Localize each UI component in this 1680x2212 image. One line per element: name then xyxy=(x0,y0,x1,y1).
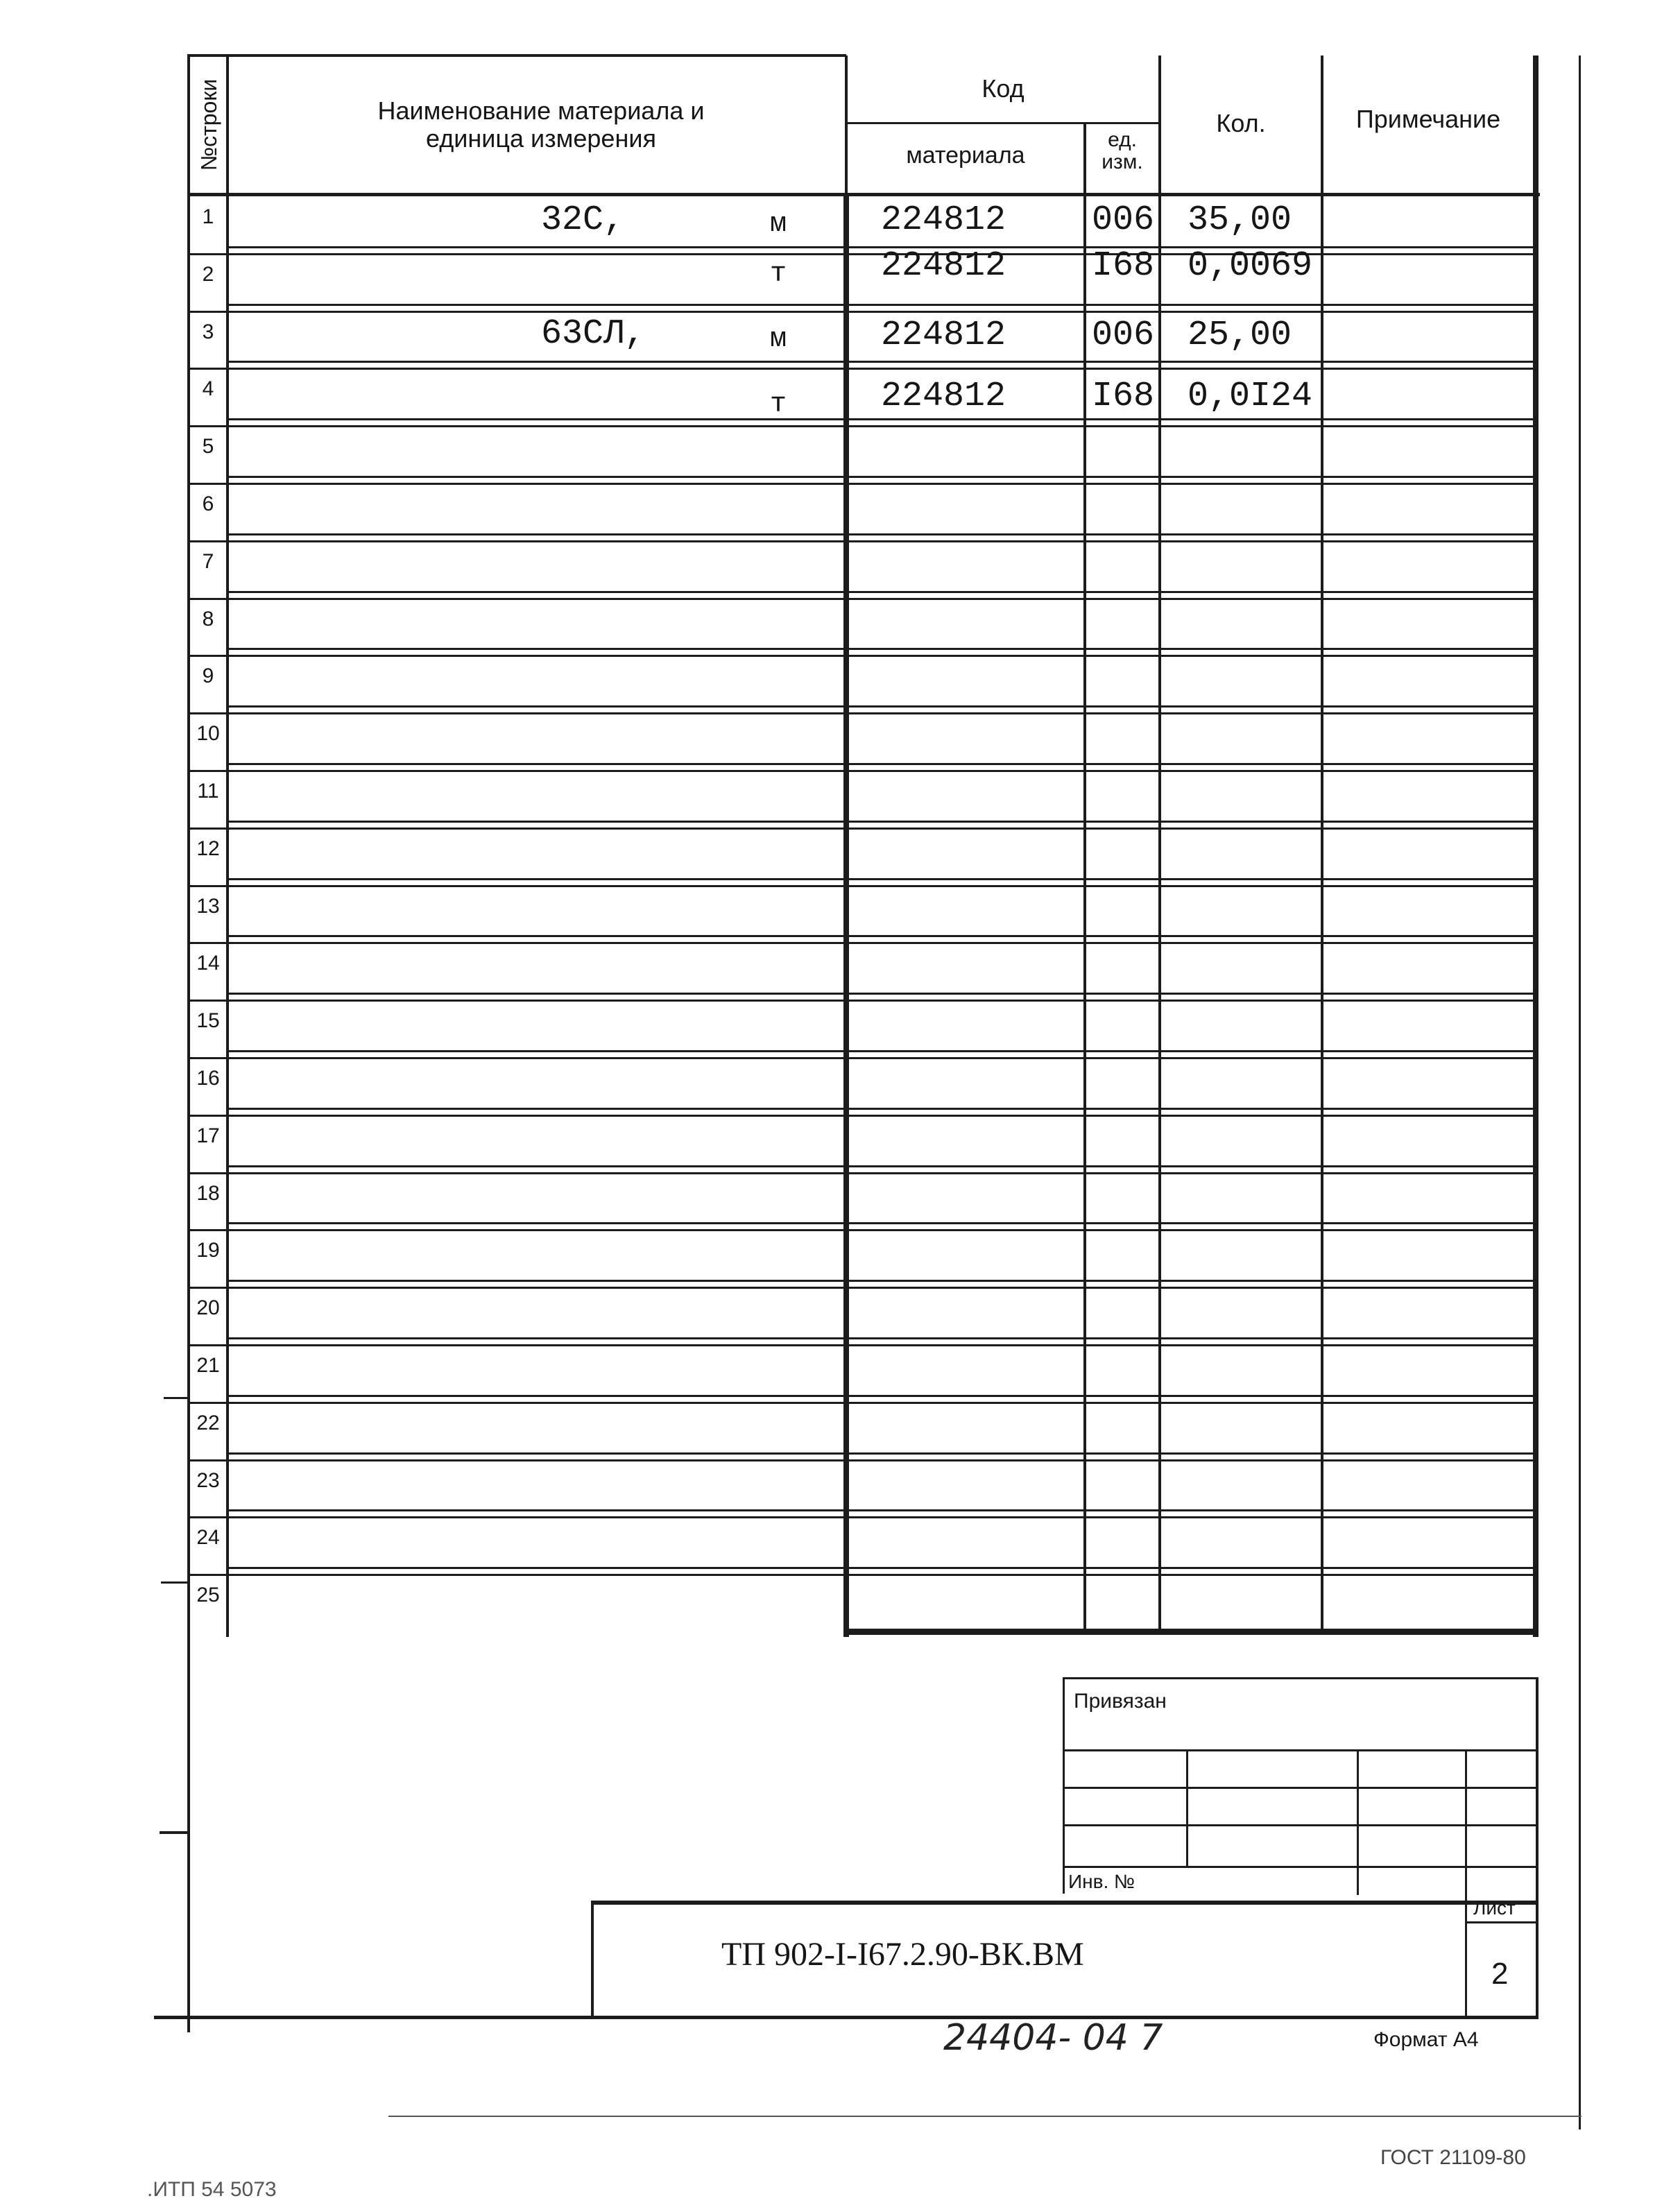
material-code: 224812 xyxy=(881,246,1006,286)
material-code-header: материала xyxy=(906,142,1025,169)
row-rule xyxy=(190,1057,1536,1059)
document-designation: ТП 902-I-I67.2.90-ВК.ВМ xyxy=(721,1936,1084,1973)
row-rule xyxy=(190,425,1536,427)
material-code: 224812 xyxy=(881,316,1006,355)
row-number: 13 xyxy=(196,894,220,918)
row-rule xyxy=(229,1222,1536,1224)
row-number-header-label: №строки xyxy=(196,78,221,171)
quantity: 0,0069 xyxy=(1188,246,1313,286)
row-rule xyxy=(229,648,1536,650)
row-number: 3 xyxy=(202,320,214,343)
row-number: 5 xyxy=(202,435,214,458)
row-number: 11 xyxy=(197,780,219,803)
row-rule xyxy=(190,655,1536,657)
code-header: Код xyxy=(982,74,1025,103)
row-rule xyxy=(190,1000,1536,1002)
row-number: 18 xyxy=(196,1181,220,1205)
unit: м xyxy=(770,324,787,355)
row-number: 16 xyxy=(196,1067,220,1090)
sheet-label: Лист xyxy=(1473,1897,1516,1919)
row-rule xyxy=(190,885,1536,887)
name-header xyxy=(277,97,805,153)
row-rule xyxy=(229,705,1536,708)
material-code: 224812 xyxy=(881,377,1006,416)
name-header-line2: единица измерения xyxy=(426,124,656,153)
sheet-number: 2 xyxy=(1491,1957,1509,1991)
name-header-line1: Наименование материала и xyxy=(377,96,705,125)
row-rule xyxy=(229,1108,1536,1110)
row-rule xyxy=(229,878,1536,880)
row-rule xyxy=(190,942,1536,944)
row-rule xyxy=(229,993,1536,995)
linked-label: Привязан xyxy=(1074,1690,1167,1713)
row-rule xyxy=(190,598,1536,600)
row-number: 4 xyxy=(202,377,214,401)
row-rule xyxy=(229,1395,1536,1397)
row-number: 24 xyxy=(196,1526,220,1550)
row-rule xyxy=(190,253,1536,255)
row-number: 12 xyxy=(196,837,220,860)
row-rule xyxy=(190,483,1536,485)
row-rule xyxy=(190,311,1536,313)
row-rule xyxy=(229,1452,1536,1455)
row-rule xyxy=(229,1509,1536,1511)
unit: т xyxy=(770,259,787,290)
format-label: Формат А4 xyxy=(1373,2028,1479,2051)
row-number: 25 xyxy=(196,1584,220,1607)
material-code: 224812 xyxy=(881,200,1006,240)
row-rule xyxy=(229,476,1536,478)
row-rule xyxy=(229,821,1536,823)
row-rule xyxy=(190,1459,1536,1461)
unit-code: I68 xyxy=(1092,377,1155,416)
row-rule xyxy=(229,591,1536,593)
row-number: 20 xyxy=(196,1296,220,1320)
row-number: 9 xyxy=(202,665,214,688)
row-number: 19 xyxy=(196,1239,220,1262)
row-number: 23 xyxy=(196,1468,220,1492)
row-number: 7 xyxy=(202,549,214,573)
gost-label: ГОСТ 21109-80 xyxy=(1380,2146,1526,2169)
row-rule xyxy=(229,1165,1536,1167)
row-rule xyxy=(229,1567,1536,1569)
unit-code: 006 xyxy=(1092,316,1155,355)
row-rule xyxy=(229,1280,1536,1282)
row-number: 10 xyxy=(196,722,220,746)
row-rule xyxy=(190,1574,1536,1576)
row-rule xyxy=(190,1287,1536,1289)
row-rule xyxy=(190,828,1536,830)
row-number: 14 xyxy=(196,952,220,975)
unit: т xyxy=(770,389,787,420)
row-number: 17 xyxy=(196,1124,220,1147)
row-number: 21 xyxy=(196,1354,220,1377)
row-rule xyxy=(229,1337,1536,1339)
row-rule xyxy=(229,304,1536,306)
row-number: 22 xyxy=(196,1411,220,1434)
row-rule xyxy=(190,1229,1536,1231)
row-number: 2 xyxy=(202,262,214,286)
row-number: 8 xyxy=(202,607,214,631)
quantity-header: Кол. xyxy=(1216,109,1266,137)
material-name: 63СЛ, xyxy=(541,314,646,354)
row-rule xyxy=(190,368,1536,370)
row-number: 6 xyxy=(202,492,214,515)
unit: м xyxy=(770,209,787,240)
row-rule xyxy=(190,1115,1536,1117)
row-rule xyxy=(229,1050,1536,1052)
row-rule xyxy=(229,418,1536,420)
row-rule xyxy=(229,763,1536,765)
quantity: 0,0I24 xyxy=(1188,377,1313,416)
row-rule xyxy=(190,1172,1536,1174)
unit-code: 006 xyxy=(1092,200,1155,240)
row-rule xyxy=(229,361,1536,363)
row-number: 15 xyxy=(196,1009,220,1033)
row-rule xyxy=(190,1344,1536,1346)
row-number: 1 xyxy=(202,205,214,228)
unit-code-header xyxy=(1086,129,1158,173)
row-rule xyxy=(190,712,1536,714)
handwritten-inventory-number: 24404- 04 7 xyxy=(943,2017,1163,2059)
quantity: 25,00 xyxy=(1188,316,1292,355)
material-name: 32С, xyxy=(541,200,625,240)
inventory-number-label: Инв. № xyxy=(1068,1871,1135,1892)
row-rule xyxy=(190,540,1536,542)
print-mark: .ИТП 54 5073 xyxy=(147,2178,277,2201)
row-rule xyxy=(190,770,1536,772)
row-rule xyxy=(190,1516,1536,1518)
unit-code-header-line2: изм. xyxy=(1102,151,1143,173)
quantity: 35,00 xyxy=(1188,200,1292,240)
row-number-header xyxy=(190,58,226,193)
unit-code: I68 xyxy=(1092,246,1155,286)
row-rule xyxy=(190,1402,1536,1404)
row-rule xyxy=(229,533,1536,535)
unit-code-header-line1: ед. xyxy=(1108,128,1137,151)
row-rule xyxy=(229,935,1536,937)
note-header: Примечание xyxy=(1355,105,1501,133)
